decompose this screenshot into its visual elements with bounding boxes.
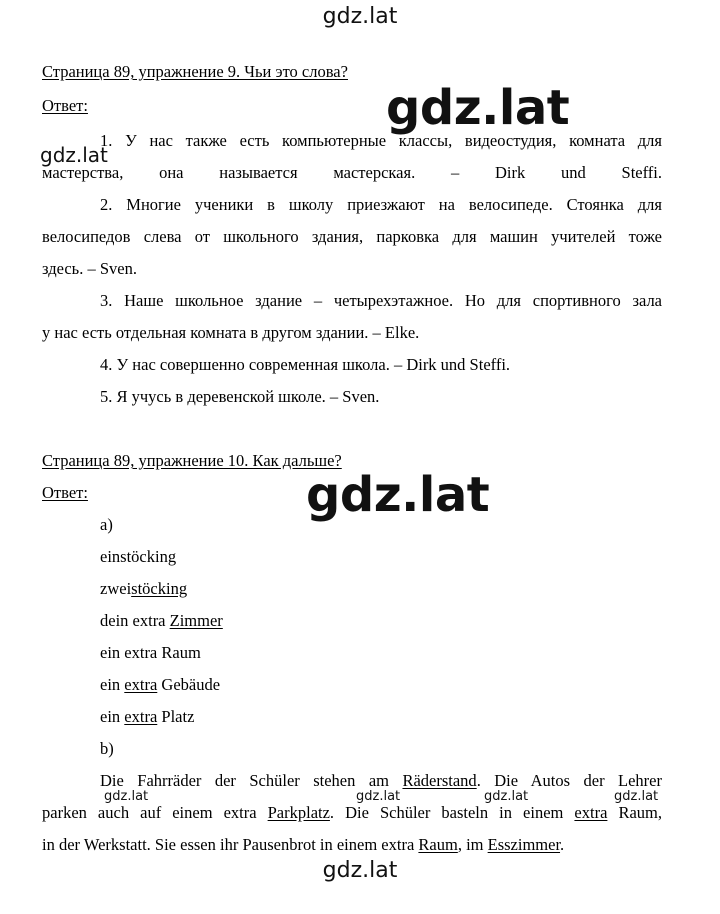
underlined-word: Parkplatz — [267, 803, 330, 822]
ex10-part-b-label: b) — [100, 739, 114, 758]
ex10-a-item-2: zweistöcking — [100, 579, 188, 598]
watermark-top: gdz.lat — [322, 4, 398, 29]
underlined-word: Esszimmer — [487, 835, 561, 854]
underlined-word: stöcking — [131, 579, 188, 598]
ex10-b-line-2: parken auch auf einem extra Parkplatz. Die Schüler basteln in einem extra Raum, — [42, 803, 662, 822]
watermark-tiny-2: gdz.lat — [356, 789, 401, 804]
watermark-small-1: gdz.lat — [40, 143, 108, 167]
ex10-a-item-3: dein extra Zimmer — [100, 611, 223, 630]
underlined-word: Raum — [418, 835, 458, 854]
watermark-tiny-1: gdz.lat — [104, 789, 149, 804]
ex10-b-line-3: in der Werkstatt. Sie essen ihr Pausenbrot in einem extra Raum, im Esszimmer. — [42, 835, 565, 854]
ex10-part-a-label: a) — [100, 515, 113, 534]
ex9-heading: Страница 89, упражнение 9. Чьи это слова? — [42, 62, 348, 81]
ex9-item-2-line-3: здесь. – Sven. — [42, 259, 137, 278]
ex10-b-line-1: Die Fahrräder der Schüler stehen am Räderstand. Die Autos der Lehrer — [100, 771, 662, 790]
ex9-answer-label: Ответ: — [42, 96, 88, 115]
ex10-answer-label: Ответ: — [42, 483, 88, 502]
ex10-heading: Страница 89, упражнение 10. Как дальше? — [42, 451, 342, 470]
ex9-item-2-line-2: велосипедов слева от школьного здания, парковка для машин учителей тоже — [42, 227, 662, 246]
ex10-a-item-5: ein extra Gebäude — [100, 675, 221, 694]
ex9-item-3-line-1: 3. Наше школьное здание – четырехэтажное. Но для спортивного зала — [100, 291, 662, 310]
ex9-item-5: 5. Я учусь в деревенской школе. – Sven. — [100, 387, 380, 406]
underlined-word: extra — [124, 707, 158, 726]
underlined-word: Räderstand — [402, 771, 477, 790]
ex9-item-1-line-1: 1. У нас также есть компьютерные классы, видеостудия, комната для — [100, 131, 662, 150]
underlined-word: Zimmer — [169, 611, 223, 630]
ex10-a-item-1: einstöcking — [100, 547, 177, 566]
ex9-item-2-line-1: 2. Многие ученики в школу приезжают на велосипеде. Стоянка для — [100, 195, 662, 214]
watermark-bottom: gdz.lat — [322, 858, 398, 883]
ex9-item-1-line-2: мастерства, она называется мастерская. – Dirk und Steffi. — [42, 163, 662, 182]
watermark-large-1: gdz.lat — [386, 80, 570, 136]
ex9-item-4: 4. У нас совершенно современная школа. – Dirk und Steffi. — [100, 355, 511, 374]
underlined-word: extra — [124, 675, 158, 694]
watermark-tiny-4: gdz.lat — [614, 789, 659, 804]
underlined-word: extra — [574, 803, 608, 822]
ex9-item-3-line-2: у нас есть отдельная комната в другом здании. – Elke. — [42, 323, 420, 342]
watermark-tiny-3: gdz.lat — [484, 789, 529, 804]
ex10-a-item-6: ein extra Platz — [100, 707, 195, 726]
watermark-large-2: gdz.lat — [306, 467, 490, 523]
ex10-a-item-4: ein extra Raum — [100, 643, 201, 662]
